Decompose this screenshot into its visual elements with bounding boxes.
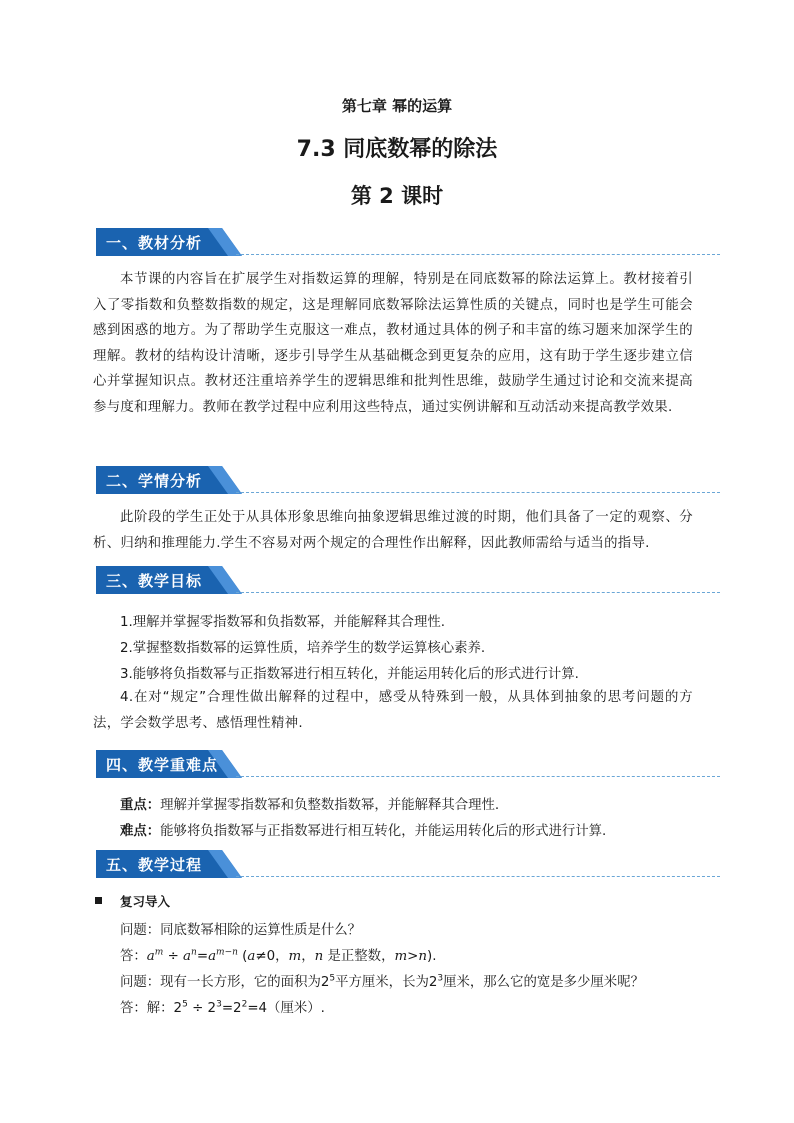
condition-var: n	[314, 949, 324, 964]
formula-base: a	[208, 949, 217, 964]
lesson-subtitle: 第 2 课时	[350, 184, 444, 208]
answer-2	[120, 997, 325, 1016]
question-2	[120, 971, 644, 990]
key-point-text: 理解并掌握零指数幂和负整数指数幂，并能解释其合理性.	[160, 798, 500, 813]
exponent: 5	[182, 999, 188, 1010]
condition-var: a	[247, 949, 256, 964]
answer-prefix: 答：	[120, 949, 147, 964]
key-point-line	[120, 794, 499, 813]
section-divider	[236, 776, 720, 777]
formula-exp: m−n	[216, 947, 238, 958]
condition-text: ).	[427, 949, 437, 964]
section-tab	[96, 566, 242, 594]
exponent: 5	[329, 973, 336, 984]
answer-1	[120, 945, 437, 964]
section-label: 四、教学重难点	[106, 756, 219, 774]
formula-base: a	[183, 949, 192, 964]
difficulty-text: 能够将负指数幂与正指数幂进行相互转化，并能运用转化后的形式进行计算.	[160, 824, 607, 839]
section-tab	[96, 750, 242, 778]
difficulty-label: 难点：	[120, 824, 161, 839]
section-header-teaching-process	[96, 850, 720, 882]
question-text: 厘米，那么它的宽是多少厘米呢？	[443, 975, 644, 990]
question-text: 平方厘米，长为2	[335, 975, 438, 990]
section-tab	[96, 228, 242, 256]
question-text: 问题：现有一长方形，它的面积为2	[120, 975, 330, 990]
goal-item: 3.能够将负指数幂与正指数幂进行相互转化，并能运用转化后的形式进行计算.	[120, 667, 579, 682]
exponent: 2	[241, 999, 248, 1010]
formula-exp: m	[154, 947, 164, 958]
section-divider	[236, 592, 720, 593]
answer-text: ÷ 2	[187, 1001, 217, 1016]
condition-var: m	[394, 949, 408, 964]
condition-var: n	[418, 949, 428, 964]
section-divider	[236, 492, 720, 493]
bullet-square-icon	[95, 897, 102, 904]
section-tab	[96, 466, 242, 494]
section-header-student-analysis	[96, 466, 720, 498]
review-heading: 复习导入	[120, 894, 171, 909]
section-header-textbook-analysis	[96, 228, 720, 260]
answer-text: =2	[221, 1001, 242, 1016]
condition-text: >	[407, 949, 419, 964]
section-divider	[236, 254, 720, 255]
section-label: 二、学情分析	[106, 472, 203, 490]
answer-text: =4（厘米）.	[247, 1001, 325, 1016]
goal-item: 4.在对“规定”合理性做出解释的过程中，感受从特殊到一般，从具体到抽象的思考问题的方法，学会数学思考、感悟理性精神.	[93, 690, 693, 731]
goal-item: 1.理解并掌握零指数幂和负指数幂，并能解释其合理性.	[120, 615, 446, 630]
section-label: 一、教材分析	[106, 234, 203, 252]
lesson-title: 7.3 同底数幂的除法	[296, 137, 498, 162]
key-point-label: 重点：	[120, 798, 161, 813]
difficulty-line	[120, 820, 606, 839]
condition-text: ，	[301, 949, 315, 964]
section-header-teaching-goals	[96, 566, 720, 598]
section-label: 三、教学目标	[106, 572, 203, 590]
condition-text: (	[237, 949, 248, 964]
formula-exp: n	[191, 947, 197, 958]
answer-text: 答：解：2	[120, 1001, 183, 1016]
exponent: 3	[216, 999, 222, 1010]
goal-item: 2.掌握整数指数幂的运算性质，培养学生的数学运算核心素养.	[120, 641, 486, 656]
condition-var: m	[288, 949, 302, 964]
condition-text: 是正整数，	[323, 949, 395, 964]
formula-op: =	[196, 949, 209, 964]
student-analysis-paragraph: 此阶段的学生正处于从具体形象思维向抽象逻辑思维过渡的时期，他们具备了一定的观察、分析、归纳和推理能力.学生不容易对两个规定的合理性作出解释，因此教师需给与适当的指导.	[93, 510, 693, 551]
question-1: 问题：同底数幂相除的运算性质是什么？	[120, 923, 362, 938]
condition-text: ≠0，	[255, 949, 289, 964]
textbook-analysis-paragraph: 本节课的内容旨在扩展学生对指数运算的理解，特别是在同底数幂的除法运算上。教材接着引入了零指数和负整数指数的规定，这是理解同底数幂除法运算性质的关键点，同时也是学生可能会感到困惑的地方。为了帮助学生克服这一难点，教材通过具体的例子和丰富的练习题来加深学生的理解。教材的结构设计清晰，逐步引导学生从基础概念到更复杂的应用，这有助于学生逐步建立信心并掌握知识点。教材还注重培养学生的逻辑思维和批判性思维，鼓励学生通过讨论和交流来提高参与度和理解力。教师在教学过程中应利用这些特点，通过实例讲解和互动活动来提高教学效果.	[93, 272, 693, 415]
section-divider	[236, 876, 720, 877]
formula-op: ÷	[163, 949, 184, 964]
section-tab	[96, 850, 242, 878]
section-label: 五、教学过程	[106, 856, 203, 874]
formula-base: a	[146, 949, 155, 964]
section-header-key-points	[96, 750, 720, 782]
exponent: 3	[437, 973, 444, 984]
chapter-heading: 第七章 幂的运算	[341, 97, 453, 115]
